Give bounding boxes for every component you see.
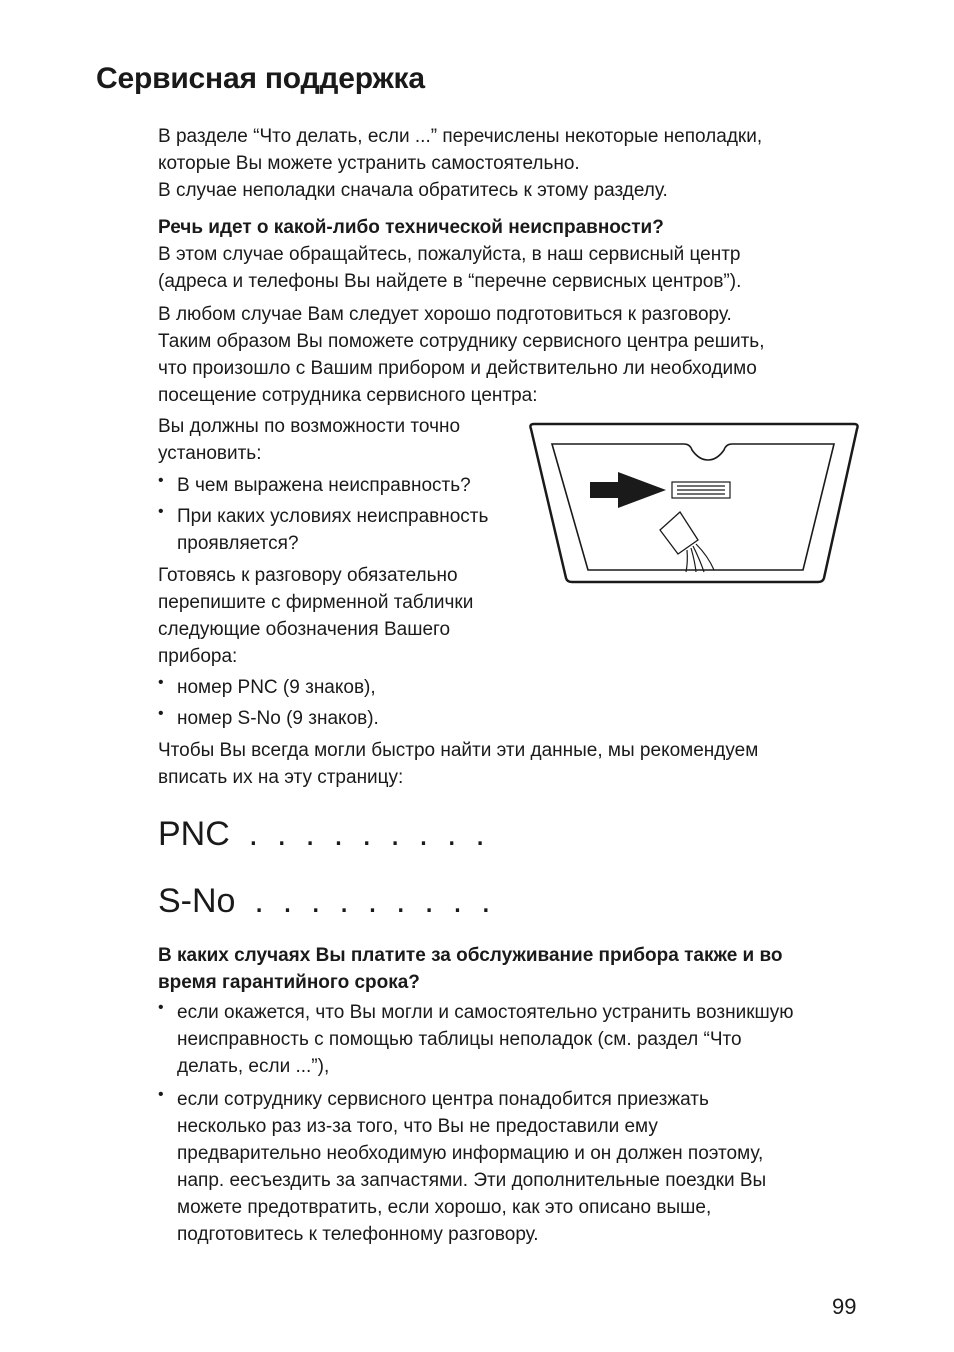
establish-line: Вы должны по возможности точно: [158, 416, 461, 437]
sno-entry-line: S-No . . . . . . . . .: [158, 882, 491, 920]
copy-line: прибора:: [158, 646, 238, 667]
establish-bullet-list: [158, 503, 528, 557]
ids-bullet-list: [158, 705, 858, 732]
prepare-line: что произошло с Вашим прибором и действительно ли необходимо: [158, 358, 757, 379]
establish-line: установить:: [158, 443, 262, 464]
prepare-paragraph: [158, 301, 858, 409]
prepare-line: посещение сотрудника сервисного центра:: [158, 385, 538, 406]
ids-bullet-list: [158, 674, 858, 701]
appliance-illustration: [528, 420, 862, 591]
tech-line: (адреса и телефоны Вы найдете в “перечне сервисных центров”).: [158, 271, 742, 292]
list-item-line: • если окажется, что Вы могли и самостоятельно устранить возникшую: [177, 1002, 794, 1023]
intro-line: которые Вы можете устранить самостоятельно.: [158, 153, 580, 174]
record-paragraph: [158, 737, 858, 791]
list-item-line: подготовитесь к телефонному разговору.: [177, 1224, 539, 1245]
list-item: [158, 674, 858, 701]
list-item-line: можете предотвратить, если хорошо, как это описано выше,: [177, 1197, 712, 1218]
record-line: Чтобы Вы всегда могли быстро найти эти данные, мы рекомендуем: [158, 740, 759, 761]
warranty-heading: [158, 942, 858, 996]
intro-paragraph: [158, 123, 858, 204]
warranty-heading-line: время гарантийного срока?: [158, 972, 420, 993]
list-item-line: • При каких условиях неисправность: [177, 506, 489, 527]
list-item: [158, 472, 528, 499]
list-item: [158, 999, 858, 1080]
warranty-bullet-list: [158, 1086, 858, 1248]
list-item-line: • номер PNC (9 знаков),: [177, 677, 376, 698]
prepare-line: Таким образом Вы поможете сотруднику сервисного центра решить,: [158, 331, 765, 352]
list-item: [158, 1086, 858, 1248]
tech-heading: Речь идет о какой-либо технической неисправности?: [158, 217, 664, 238]
prepare-line: В любом случае Вам следует хорошо подготовиться к разговору.: [158, 304, 732, 325]
pnc-entry-line: PNC . . . . . . . . .: [158, 815, 485, 853]
list-item-line: неисправность с помощью таблицы неполадок (см. раздел “Что: [177, 1029, 742, 1050]
list-item-line: делать, если ...”),: [177, 1056, 330, 1077]
intro-line: В случае неполадки сначала обратитесь к этому разделу.: [158, 180, 668, 201]
list-item-line: • если сотруднику сервисного центра понадобится приезжать: [177, 1089, 709, 1110]
establish-paragraph: [158, 413, 528, 467]
list-item-line: несколько раз из-за того, что Вы не предоставили ему: [177, 1116, 658, 1137]
list-item-line: • В чем выражена неисправность?: [177, 475, 471, 496]
rating-plate-icon: [672, 482, 730, 498]
record-line: вписать их на эту страницу:: [158, 767, 404, 788]
intro-line: В разделе “Что делать, если ...” перечислены некоторые неполадки,: [158, 126, 763, 147]
copy-line: перепишите с фирменной таблички: [158, 592, 474, 613]
tech-section: [158, 214, 858, 295]
appliance-inner-wall: [552, 444, 834, 570]
copy-line: следующие обозначения Вашего: [158, 619, 451, 640]
list-item-line: • номер S-No (9 знаков).: [177, 708, 379, 729]
warranty-heading-line: В каких случаях Вы платите за обслуживание прибора также и во: [158, 945, 783, 966]
warranty-bullet-list: [158, 999, 858, 1080]
list-item-line: напр. еесъездить за запчастями. Эти дополнительные поездки Вы: [177, 1170, 767, 1191]
appliance-interior-icon: [528, 420, 862, 586]
list-item-line: предварительно необходимую информацию и он должен поэтому,: [177, 1143, 764, 1164]
establish-bullet-list: [158, 472, 528, 499]
page-number: 99: [832, 1294, 857, 1319]
tech-line: В этом случае обращайтесь, пожалуйста, в наш сервисный центр: [158, 244, 741, 265]
list-item: [158, 705, 858, 732]
list-item-line: проявляется?: [177, 533, 299, 554]
list-item: [158, 503, 528, 557]
copy-paragraph: [158, 562, 528, 670]
page-title: Сервисная поддержка: [96, 62, 425, 95]
copy-line: Готовясь к разговору обязательно: [158, 565, 458, 586]
